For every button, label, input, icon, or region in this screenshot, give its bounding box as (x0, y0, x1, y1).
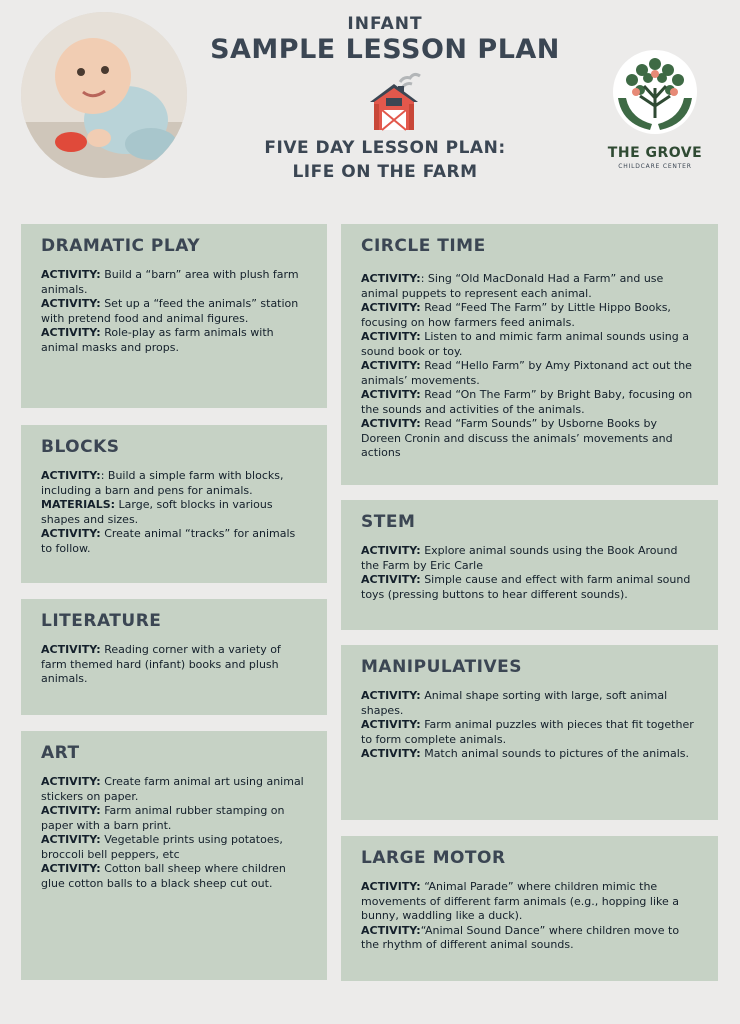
activity-item (361, 359, 698, 388)
activity-label: ACTIVITY: (361, 330, 421, 343)
activity-label: ACTIVITY: (41, 297, 101, 310)
activity-text: : Sing “Old MacDonald Had a Farm” and use animal puppets to represent each animal. (361, 272, 664, 300)
activity-label: ACTIVITY: (41, 527, 101, 540)
activity-text: Read “Feed The Farm” by Little Hippo Books, focusing on how farmers feed animals. (361, 301, 671, 329)
activity-label: ACTIVITY: (361, 880, 421, 893)
activity-item (41, 527, 307, 556)
card-title: ART (41, 743, 80, 763)
card-dramatic-play (21, 224, 327, 408)
card-manipulatives (341, 645, 718, 820)
activity-text: Read “Hello Farm” by Amy Pixtonand act out the animals’ movements. (361, 359, 692, 387)
activity-item (361, 573, 698, 602)
card-title: LITERATURE (41, 611, 162, 631)
activity-text: Vegetable prints using potatoes, broccoli bell peppers, etc (41, 833, 283, 861)
activity-text: Build a “barn” area with plush farm animals. (41, 268, 299, 296)
activity-label: ACTIVITY: (361, 301, 421, 314)
activity-text: Farm animal puzzles with pieces that fit together to form complete animals. (361, 718, 694, 746)
baby-photo (21, 12, 187, 178)
page-subtitle (200, 136, 570, 184)
subtitle-line-2: LIFE ON THE FARM (292, 162, 478, 182)
activity-item (41, 804, 307, 833)
activity-label: ACTIVITY: (41, 326, 101, 339)
activity-item (41, 297, 307, 326)
activity-item (361, 544, 698, 573)
grove-logo (600, 48, 710, 178)
activity-item (361, 880, 698, 924)
card-title: LARGE MOTOR (361, 848, 506, 868)
activity-label: ACTIVITY: (361, 923, 421, 937)
activity-item (41, 498, 307, 527)
activity-text: “Animal Parade” where children mimic the movements of different farm animals (e.g., hopping like a bunny, waddling like a duck). (361, 880, 679, 922)
card-title: BLOCKS (41, 437, 120, 457)
activity-item (361, 301, 698, 330)
page-title: SAMPLE LESSON PLAN (210, 34, 560, 65)
activity-text: Cotton ball sheep where children glue cotton balls to a black sheep cut out. (41, 862, 286, 890)
activity-item (41, 326, 307, 355)
card-body (41, 775, 307, 891)
activity-text: Set up a “feed the animals” station with pretend food and animal figures. (41, 297, 299, 325)
card-title: STEM (361, 512, 416, 532)
card-title: CIRCLE TIME (361, 236, 486, 256)
activity-item (361, 417, 698, 461)
activity-label: ACTIVITY: (361, 544, 421, 557)
activity-label: ACTIVITY: (41, 775, 101, 788)
activity-label: ACTIVITY: (361, 718, 421, 731)
activity-item (361, 718, 698, 747)
activity-label: ACTIVITY: (41, 833, 101, 846)
activity-item (41, 862, 307, 891)
activity-text: Large, soft blocks in various shapes and sizes. (41, 498, 273, 526)
card-body (361, 544, 698, 602)
card-stem (341, 500, 718, 630)
card-title: MANIPULATIVES (361, 657, 522, 677)
activity-label: ACTIVITY: (361, 747, 421, 760)
activity-item (361, 689, 698, 718)
activity-item (41, 643, 307, 687)
activity-item (361, 388, 698, 417)
activity-label: ACTIVITY: (361, 417, 421, 430)
activity-text: Match animal sounds to pictures of the animals. (420, 747, 689, 760)
card-art (21, 731, 327, 980)
activity-text: Read “Farm Sounds” by Usborne Books by Doreen Cronin and discuss the animals’ movements and actions (361, 417, 673, 459)
activity-text: Listen to and mimic farm animal sounds using a sound book or toy. (361, 330, 689, 358)
activity-text: Role-play as farm animals with animal masks and props. (41, 326, 274, 354)
subtitle-line-1: FIVE DAY LESSON PLAN: (264, 138, 506, 158)
activity-label: ACTIVITY: (41, 862, 101, 875)
activity-label: ACTIVITY: (361, 359, 421, 372)
activity-label: MATERIALS: (41, 498, 116, 511)
activity-text: Farm animal rubber stamping on paper with a barn print. (41, 804, 285, 832)
activity-label: ACTIVITY: (361, 573, 421, 586)
activity-text: Animal shape sorting with large, soft animal shapes. (361, 689, 668, 717)
activity-item (41, 833, 307, 862)
activity-text: Create farm animal art using animal stickers on paper. (41, 775, 304, 803)
card-large-motor (341, 836, 718, 981)
card-body (361, 272, 698, 461)
activity-text: Read “On The Farm” by Bright Baby, focusing on the sounds and activities of the animals. (361, 388, 693, 416)
activity-item (41, 469, 307, 498)
activity-item (41, 775, 307, 804)
activity-text: Reading corner with a variety of farm themed hard (infant) books and plush animals. (41, 643, 281, 685)
logo-subtitle: CHILDCARE CENTER (618, 163, 692, 170)
activity-text: Simple cause and effect with farm animal sound toys (pressing buttons to hear different sounds). (361, 573, 691, 601)
card-literature (21, 599, 327, 715)
activity-label: ACTIVITY: (361, 689, 421, 702)
activity-text: Create animal “tracks” for animals to follow. (41, 527, 296, 555)
card-title: DRAMATIC PLAY (41, 236, 201, 256)
activity-item (361, 924, 698, 953)
activity-item (361, 330, 698, 359)
activity-text: “Animal Sound Dance” where children move to the rhythm of different animal sounds. (361, 923, 680, 951)
activity-item (361, 747, 698, 762)
activity-label: ACTIVITY: (41, 804, 101, 817)
activity-text: Explore animal sounds using the Book Around the Farm by Eric Carle (361, 544, 678, 572)
activity-item (361, 272, 698, 301)
page-kicker: INFANT (347, 14, 423, 34)
logo-name: THE GROVE (607, 145, 703, 161)
activity-label: ACTIVITY: (41, 268, 101, 281)
card-body (361, 689, 698, 762)
tree-hands-icon (600, 48, 710, 144)
barn-icon (364, 68, 424, 132)
card-circle-time (341, 224, 718, 485)
activity-label: ACTIVITY: (361, 272, 421, 285)
card-body (41, 643, 307, 687)
activity-label: ACTIVITY: (41, 469, 101, 482)
card-blocks (21, 425, 327, 583)
card-body (41, 268, 307, 355)
card-body (41, 469, 307, 556)
activity-label: ACTIVITY: (41, 643, 101, 656)
activity-text: : Build a simple farm with blocks, including a barn and pens for animals. (41, 469, 284, 497)
activity-label: ACTIVITY: (361, 388, 421, 401)
activity-item (41, 268, 307, 297)
card-body (361, 880, 698, 953)
